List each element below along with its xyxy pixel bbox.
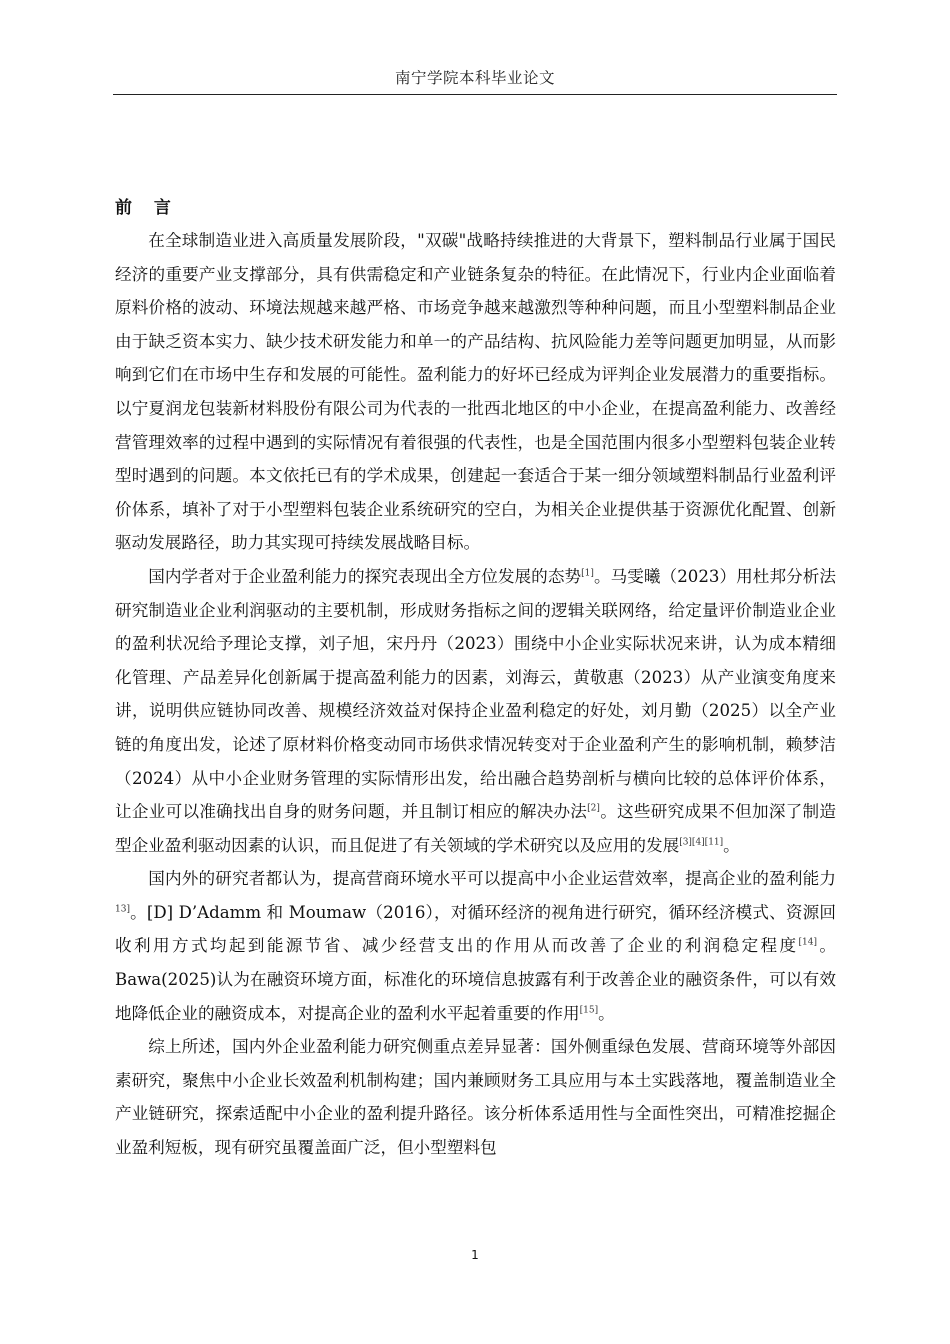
- paragraph: [115, 1030, 836, 1164]
- text-run: 。: [598, 1003, 615, 1023]
- header-rule: [113, 94, 837, 95]
- citation-marker: [2]: [587, 803, 600, 814]
- citation-marker: [15]: [579, 1005, 599, 1016]
- text-run: 。[D] D’Adamm 和 Moumaw（2016），对循环经济的视角进行研究，循环经济模式、资源回收利用方式均起到能源节省、减少经营支出的作用从而改善了企业的利润稳定程度: [115, 902, 836, 956]
- citation-marker: [1]: [581, 568, 594, 579]
- running-header: 南宁学院本科毕业论文: [394, 69, 555, 87]
- citation-marker: 13]: [115, 904, 130, 915]
- citation-marker: [14]: [798, 937, 818, 948]
- text-run: 在全球制造业进入高质量发展阶段，"双碳"战略持续推进的大背景下，塑料制品行业属于国民经济的重要产业支撑部分，具有供需稳定和产业链条复杂的特征。在此情况下，行业内企业面临着原料价格的波动、环境法规越来越严格、市场竞争越来越激烈等种种问题，而且小型塑料制品企业由于缺乏资本实力、缺少技术研发能力和单一的产品结构、抗风险能力差等问题更加明显，从而影响到它们在市场中生存和发展的可能性。盈利能力的好坏已经成为评判企业发展潜力的重要指标。以宁夏润龙包装新材料股份有限公司为代表的一批西北地区的中小企业，在提高盈利能力、改善经营管理效率的过程中遇到的实际情况有着很强的代表性，也是全国范围内很多小型塑料包装企业转型时遇到的问题。本文依托已有的学术成果，创建起一套适合于某一细分领域塑料制品行业盈利评价体系，填补了对于小型塑料包装企业系统研究的空白，为相关企业提供基于资源优化配置、创新驱动发展路径，助力其实现可持续发展战略目标。: [115, 231, 836, 553]
- text-run: 国内学者对于企业盈利能力的探究表现出全方位发展的态势: [148, 566, 582, 586]
- text-run: 综上所述，国内外企业盈利能力研究侧重点差异显著：国外侧重绿色发展、营商环境等外部因素研究，聚焦中小企业长效盈利机制构建；国内兼顾财务工具应用与本土实践落地，覆盖制造业全产业链研究，探索适配中小企业的盈利提升路径。该分析体系适用性与全面性突出，可精准挖掘企业盈利短板，现有研究虽覆盖面广泛，但小型塑料包: [115, 1037, 836, 1158]
- paragraph: [115, 862, 836, 1030]
- page-number: 1: [471, 1248, 479, 1262]
- text-run: 。这些研究成果不但加深了制造型企业盈利驱动因素的认识，而且促进了有关领域的学术研究以及应用的发展: [115, 802, 837, 855]
- paragraph: [115, 560, 836, 862]
- paragraph: [115, 224, 836, 560]
- citation-marker: [3][4][11]: [679, 837, 724, 848]
- text-run: 。马雯曦（2023）用杜邦分析法研究制造业企业利润驱动的主要机制，形成财务指标之间的逻辑关联网络，给定量评价制造业企业的盈利状况给予理论支撑，刘子旭，宋丹丹（2023）围绕中小企业实际状况来讲，认为成本精细化管理、产品差异化创新属于提高盈利能力的因素，刘海云，黄敬惠（2023）从产业演变角度来讲，说明供应链协同改善、规模经济效益对保持企业盈利稳定的好处，刘月勤（2025）以全产业链的角度出发，论述了原材料价格变动同市场供求情况转变对于企业盈利产生的影响机制，赖梦洁（2024）从中小企业财务管理的实际情形出发，给出融合趋势剖析与横向比较的总体评价体系，让企业可以准确找出自身的财务问题，并且制订相应的解决办法: [115, 566, 836, 822]
- text-run: 。: [723, 835, 740, 855]
- body-text: [115, 224, 836, 1165]
- text-run: 国内外的研究者都认为，提高营商环境水平可以提高中小企业运营效率，提高企业的盈利能力: [148, 869, 836, 889]
- text-run: 。Bawa(2025)认为在融资环境方面，标准化的环境信息披露有利于改善企业的融资条件，可以有效地降低企业的融资成本，对提高企业的盈利水平起着重要的作用: [115, 936, 837, 1023]
- section-heading: 前 言: [115, 198, 179, 218]
